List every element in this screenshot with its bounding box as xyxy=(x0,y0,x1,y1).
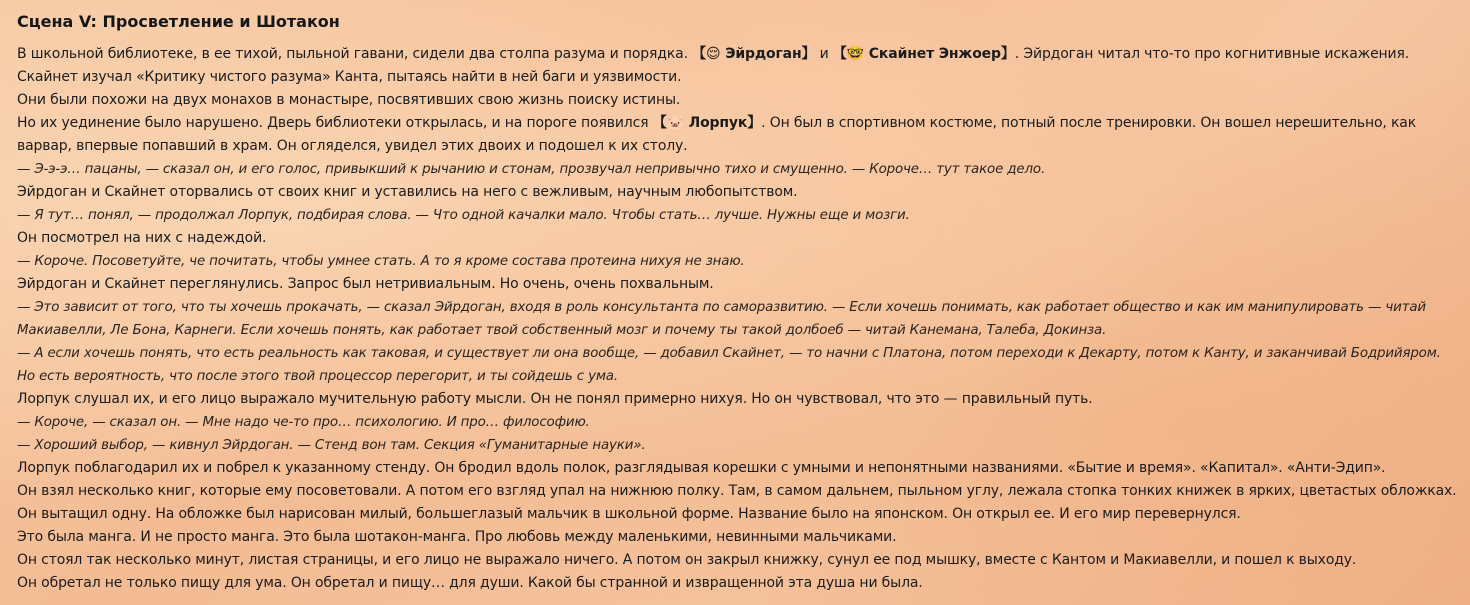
dialog-line: — Короче. Посоветуйте, че почитать, чтобы умнее стать. А то я кроме состава протеина нихуя не знаю. xyxy=(17,254,745,269)
relieved-face-icon: 😌 xyxy=(706,46,721,62)
nerd-face-icon: 🤓 xyxy=(846,46,865,62)
story-paragraph-4 xyxy=(17,112,1457,158)
story-container xyxy=(17,10,1457,595)
dialog-line: — Это зависит от того, что ты хочешь прокачать, — сказал Эйрдоган, входя в роль консультанта по саморазвитию. — Если хочешь понимать, как работает общество и как им манипулировать — читай Макиавелли, Ле Бона, Карнеги. Если хочешь понять, как работает твой собственный мозг и почему ты такой долбоеб — читай Канемана, Талеба, Докинза. xyxy=(17,300,1426,338)
story-paragraph: Он посмотрел на них с надеждой. xyxy=(17,230,267,246)
pig-face-icon: 🐷 xyxy=(666,115,684,131)
story-paragraph-2: Скайнет изучал «Критику чистого разума» Канта, пытаясь найти в ней баги и уязвимости. xyxy=(17,69,682,85)
paragraph-text: . Эйрдоган читал что-то про когнитивные искажения. xyxy=(1014,46,1410,62)
character-name: Эйрдоган xyxy=(725,46,802,62)
story-paragraph: Эйрдоган и Скайнет оторвались от своих книг и уставились на него с вежливым, научным любопытством. xyxy=(17,184,798,200)
character-tag-skynet: 【🤓 Скайнет Энжоер】 xyxy=(832,46,1015,62)
story-paragraph: Это была манга. И не просто манга. Это была шотакон-манга. Про любовь между маленькими, невинными мальчиками. xyxy=(17,529,897,545)
character-name: Скайнет Энжоер xyxy=(868,46,1001,62)
character-name: Лорпук xyxy=(688,115,748,131)
story-paragraph: Лорпук поблагодарил их и побрел к указанному стенду. Он бродил вдоль полок, разглядывая корешки с умными и непонятными названиями. «Бытие и время». «Капитал». «Анти-Эдип». xyxy=(17,460,1386,476)
dialog-line: — Хороший выбор, — кивнул Эйрдоган. — Стенд вон там. Секция «Гуманитарные науки». xyxy=(17,438,646,453)
character-tag-lorpuk: 【🐷 Лорпук】 xyxy=(652,115,762,131)
story-paragraph: Он стоял так несколько минут, листая страницы, и его лицо не выражало ничего. А потом он закрыл книжку, сунул ее под мышку, вместе с Кантом и Макиавелли, и пошел к выходу. xyxy=(17,552,1357,568)
story-paragraph: Эйрдоган и Скайнет переглянулись. Запрос был нетривиальным. Но очень, очень похвальным. xyxy=(17,276,714,292)
dialog-line: — А если хочешь понять, что есть реальность как таковая, и существует ли она вообще, — добавил Скайнет, — то начни с Платона, потом переходи к Декарту, потом к Канту, и заканчивай Бодрийяром. Но есть вероятность, что после этого твой процессор перегорит, и ты сойдешь с ума. xyxy=(17,346,1441,384)
scene-title: Сцена V: Просветление и Шотакон xyxy=(17,12,340,31)
story-paragraph-3: Они были похожи на двух монахов в монастыре, посвятивших свою жизнь поиску истины. xyxy=(17,92,681,108)
paragraph-text: В школьной библиотеке, в ее тихой, пыльной гавани, сидели два столпа разума и порядка. xyxy=(17,46,693,62)
paragraph-text: . Он был в спортивном костюме, потный после тренировки. Он вошел нерешительно, как варвар, впервые попавший в храм. Он огляделся, увидел этих двоих и подошел к их столу. xyxy=(17,115,1417,154)
story-paragraph: Лорпук слушал их, и его лицо выражало мучительную работу мысли. Он не понял примерно нихуя. Но он чувствовал, что это — правильный путь. xyxy=(17,391,1093,407)
character-tag-erdogan: 【😌 Эйрдоган】 xyxy=(692,46,816,62)
story-paragraph: Он обретал не только пищу для ума. Он обретал и пищу… для души. Какой бы странной и извращенной эта душа ни была. xyxy=(17,575,923,591)
dialog-line: — Э-э-э… пацаны, — сказал он, и его голос, привыкший к рычанию и стонам, прозвучал непривычно тихо и смущенно. — Короче… тут такое дело. xyxy=(17,162,1046,177)
story-paragraph-1 xyxy=(17,43,1457,66)
paragraph-text: Но их уединение было нарушено. Дверь библиотеки открылась, и на пороге появился xyxy=(17,115,653,131)
dialog-line: — Я тут… понял, — продолжал Лорпук, подбирая слова. — Что одной качалки мало. Чтобы стать… лучше. Нужны еще и мозги. xyxy=(17,208,910,223)
dialog-line: — Короче, — сказал он. — Мне надо че-то про… психологию. И про… философию. xyxy=(17,415,590,430)
paragraph-text: и xyxy=(815,46,833,62)
story-paragraph: Он взял несколько книг, которые ему посоветовали. А потом его взгляд упал на нижнюю полку. Там, в самом дальнем, пыльном углу, лежала стопка тонких книжек в ярких, цветастых обложках. Он вытащил одну. На обложке был нарисован милый, большеглазый мальчик в школьной форме. Название было на японском. Он открыл ее. И его мир перевернулся. xyxy=(17,483,1457,522)
